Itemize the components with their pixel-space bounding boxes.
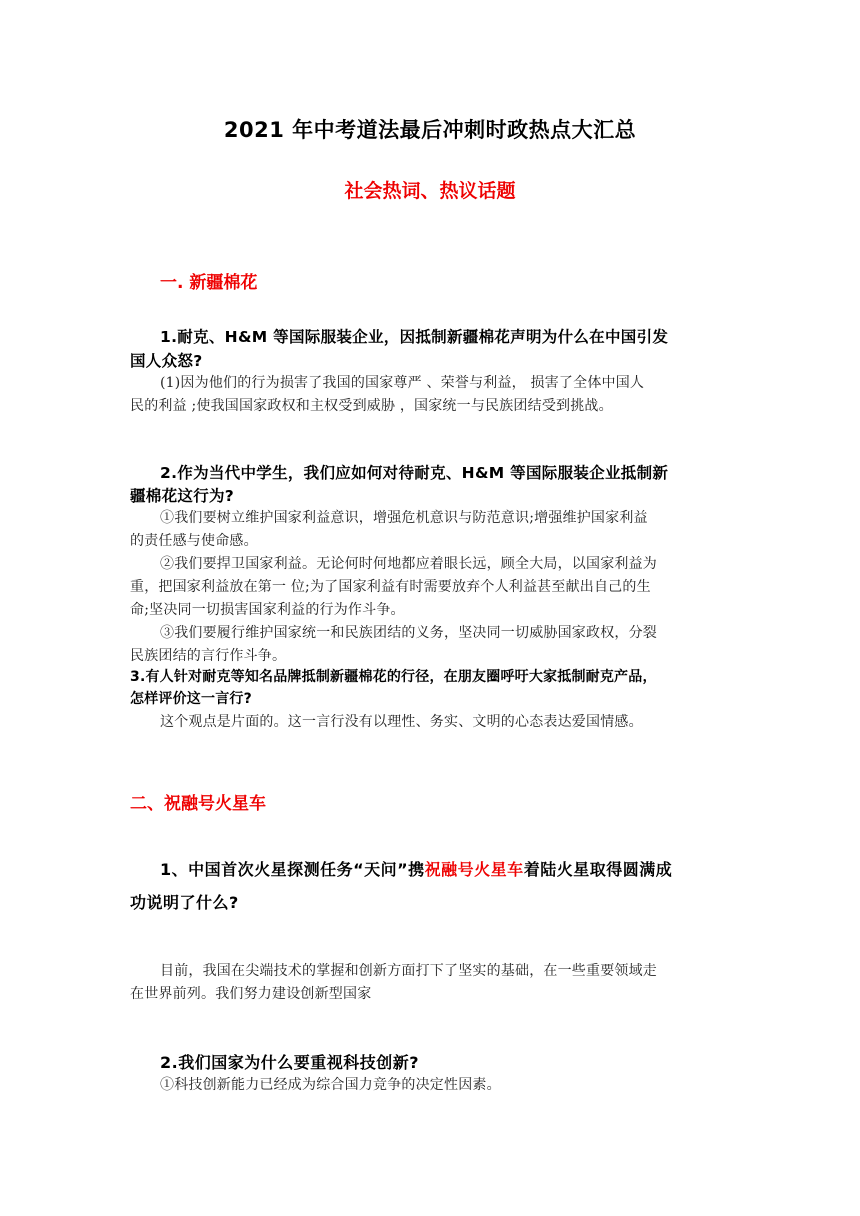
answer-1-line-2: 民的利益 ;使我国国家政权和主权受到威胁 ，国家统一与民族团结受到挑战。 <box>130 398 613 414</box>
zhurong-highlight: 祝融号火星车 <box>424 860 524 879</box>
question-2-line-2: 疆棉花这行为? <box>130 487 235 505</box>
answer-2-point-1-line-2: 的责任感与使命感。 <box>130 533 258 549</box>
document-subtitle: 社会热词、热议话题 <box>344 180 516 202</box>
answer-2-point-2-line-3: 命;坚决同一切损害国家利益的行为作斗争。 <box>130 602 405 618</box>
section2-answer-2-line-1: ①科技创新能力已经成为综合国力竞争的决定性因素。 <box>160 1077 501 1093</box>
question-3-line-1: 3.有人针对耐克等知名品牌抵制新疆棉花的行径，在朋友圈呼吁大家抵制耐克产品， <box>130 669 657 685</box>
answer-2-point-1-line-1: ①我们要树立维护国家利益意识，增强危机意识与防范意识;增强维护国家利益 <box>160 510 648 526</box>
section2-question-1-pre: 1、中国首次火星探测任务“天问”携 <box>160 860 425 879</box>
section2-answer-1-line-1: 目前，我国在尖端技术的掌握和创新方面打下了坚实的基础，在一些重要领域走 <box>160 963 657 979</box>
document-title: 2021 年中考道法最后冲刺时政热点大汇总 <box>223 118 637 142</box>
section-heading-xinjiang-cotton: 一. 新疆棉花 <box>160 273 258 293</box>
question-2-line-1: 2.作为当代中学生，我们应如何对待耐克、H&M 等国际服装企业抵制新 <box>160 464 669 482</box>
answer-2-point-3-line-1: ③我们要履行维护国家统一和民族团结的义务，坚决同一切威胁国家政权，分裂 <box>160 625 657 641</box>
section-heading-zhurong-rover: 二、祝融号火星车 <box>130 794 266 814</box>
section2-question-1-line-2: 功说明了什么? <box>130 893 239 912</box>
section2-question-1-post: 着陆火星取得圆满成 <box>523 860 673 879</box>
question-1-line-1: 1.耐克、H&M 等国际服装企业，因抵制新疆棉花声明为什么在中国引发 <box>160 328 669 346</box>
answer-1-line-1: (1)因为他们的行为损害了我国的国家尊严 、荣誉与利益， 损害了全体中国人 <box>160 375 645 391</box>
question-3-line-2: 怎样评价这一言行? <box>130 691 252 707</box>
answer-2-point-2-line-2: 重，把国家利益放在第一 位;为了国家利益有时需要放弃个人利益甚至献出自己的生 <box>130 579 651 595</box>
answer-2-point-3-line-2: 民族团结的言行作斗争。 <box>130 648 287 664</box>
section2-question-1-line-1 <box>160 857 672 880</box>
section2-question-2: 2.我们国家为什么要重视科技创新? <box>160 1053 419 1072</box>
question-1-line-2: 国人众怒? <box>130 352 203 370</box>
answer-2-point-2-line-1: ②我们要捍卫国家利益。无论何时何地都应着眼长远，顾全大局，以国家利益为 <box>160 556 657 572</box>
answer-3: 这个观点是片面的。这一言行没有以理性、务实、文明的心态表达爱国情感。 <box>160 714 643 730</box>
section2-answer-1-line-2: 在世界前列。我们努力建设创新型国家 <box>130 986 372 1002</box>
